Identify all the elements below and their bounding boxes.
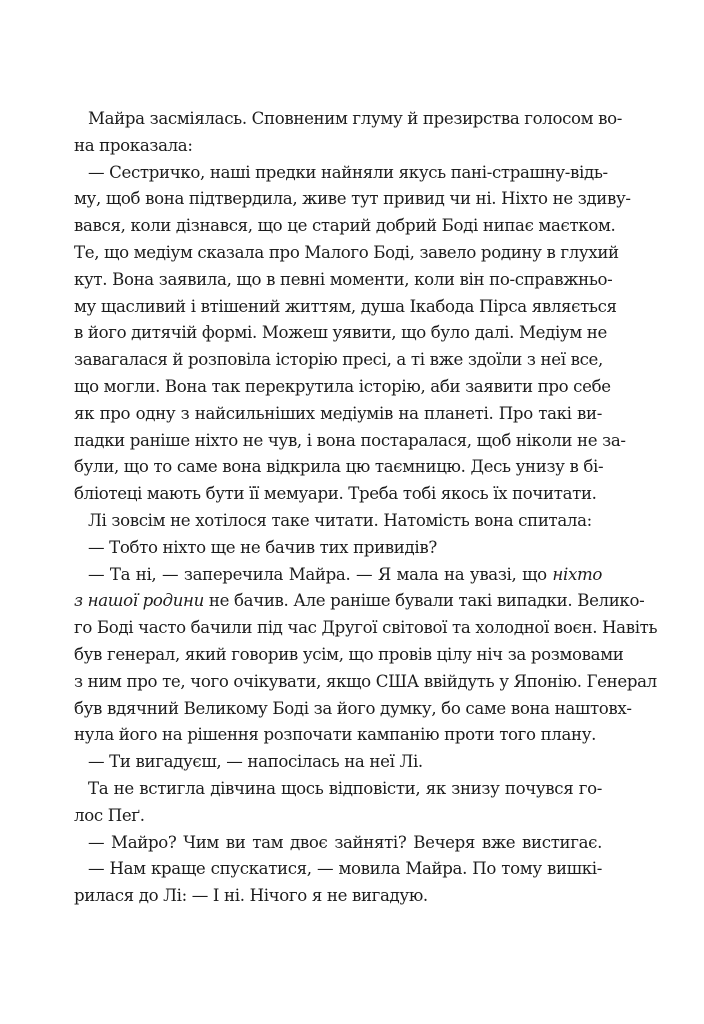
text-line: що могли. Вона так перекрутила історію, аби заявити про себе [74,376,611,396]
text-line: — Сестричко, наші предки найняли якусь пані-страшну-відь- [88,162,608,182]
text-line: — Нам краще спускатися, — мовила Майра. По тому вишкі- [88,859,602,879]
text-line: нула його на рішення розпочати кампанію проти того плану. [74,725,597,745]
text-line: му, щоб вона підтвердила, живе тут привид чи ні. Ніхто не здиву- [74,189,631,209]
text-line: були, що то саме вона відкрила цю таємницю. Десь унизу в бі- [74,457,604,477]
text-line: з ним про те, чого очікувати, якщо США ввійдуть у Японію. Генерал [74,671,657,691]
text-line: — Майро? Чим ви там двоє зайняті? Вечеря вже вистигає. [88,832,602,852]
italic-run: з нашої родини [74,591,204,611]
text-line: був вдячний Великому Боді за його думку, бо саме вона наштовх- [74,698,632,718]
text-line: го Боді часто бачили під час Другої світової та холодної воєн. Навіть [74,618,658,638]
text-line: — Тобто ніхто ще не бачив тих привидів? [88,537,437,557]
text-line: му щасливий і втішений життям, душа Ікабода Пірса являється [74,296,617,316]
text-line: Лі зовсім не хотілося таке читати. Натомість вона спитала: [88,510,592,530]
text-line: вався, коли дізнався, що це старий добрий Боді нипає маєтком. [74,216,616,236]
text-line: падки раніше ніхто не чув, і вона постаралася, щоб ніколи не за- [74,430,626,450]
text-line: — Ти вигадуєш, — напосілась на неї Лі. [88,752,423,772]
text-run: не бачив. Але раніше бували такі випадки. Велико- [203,591,645,611]
text-run: — Та ні, — заперечила Майра. — Я мала на увазі, що [88,564,553,584]
text-line: як про одну з найсильніших медіумів на планеті. Про такі ви- [74,403,602,423]
text-line: Майра засміялась. Сповненим глуму й презирства голосом во- [88,109,623,128]
text-line: бліотеці мають бути її мемуари. Треба тобі якось їх почитати. [74,484,597,504]
text-line: рилася до Лі: — І ні. Нічого я не вигадую. [74,886,428,906]
body-text [74,106,658,910]
italic-run: ніхто [552,564,602,584]
text-line [74,562,602,589]
text-line: в його дитячій формі. Можеш уявити, що було далі. Медіум не [74,323,607,343]
text-line: був генерал, який говорив усім, що провів цілу ніч за розмовами [74,644,624,664]
text-line: лос Пеґ. [74,805,145,825]
text-line: Те, що медіум сказала про Малого Боді, завело родину в глухий [74,242,619,262]
text-line [74,588,645,615]
text-line: завагалася й розповіла історію пресі, а ті вже здоїли з неї все, [74,350,603,370]
text-line: на проказала: [74,135,193,155]
text-line: кут. Вона заявила, що в певні моменти, коли він по-справжньо- [74,269,613,289]
text-line: Та не встигла дівчина щось відповісти, як знизу почувся го- [88,778,602,798]
